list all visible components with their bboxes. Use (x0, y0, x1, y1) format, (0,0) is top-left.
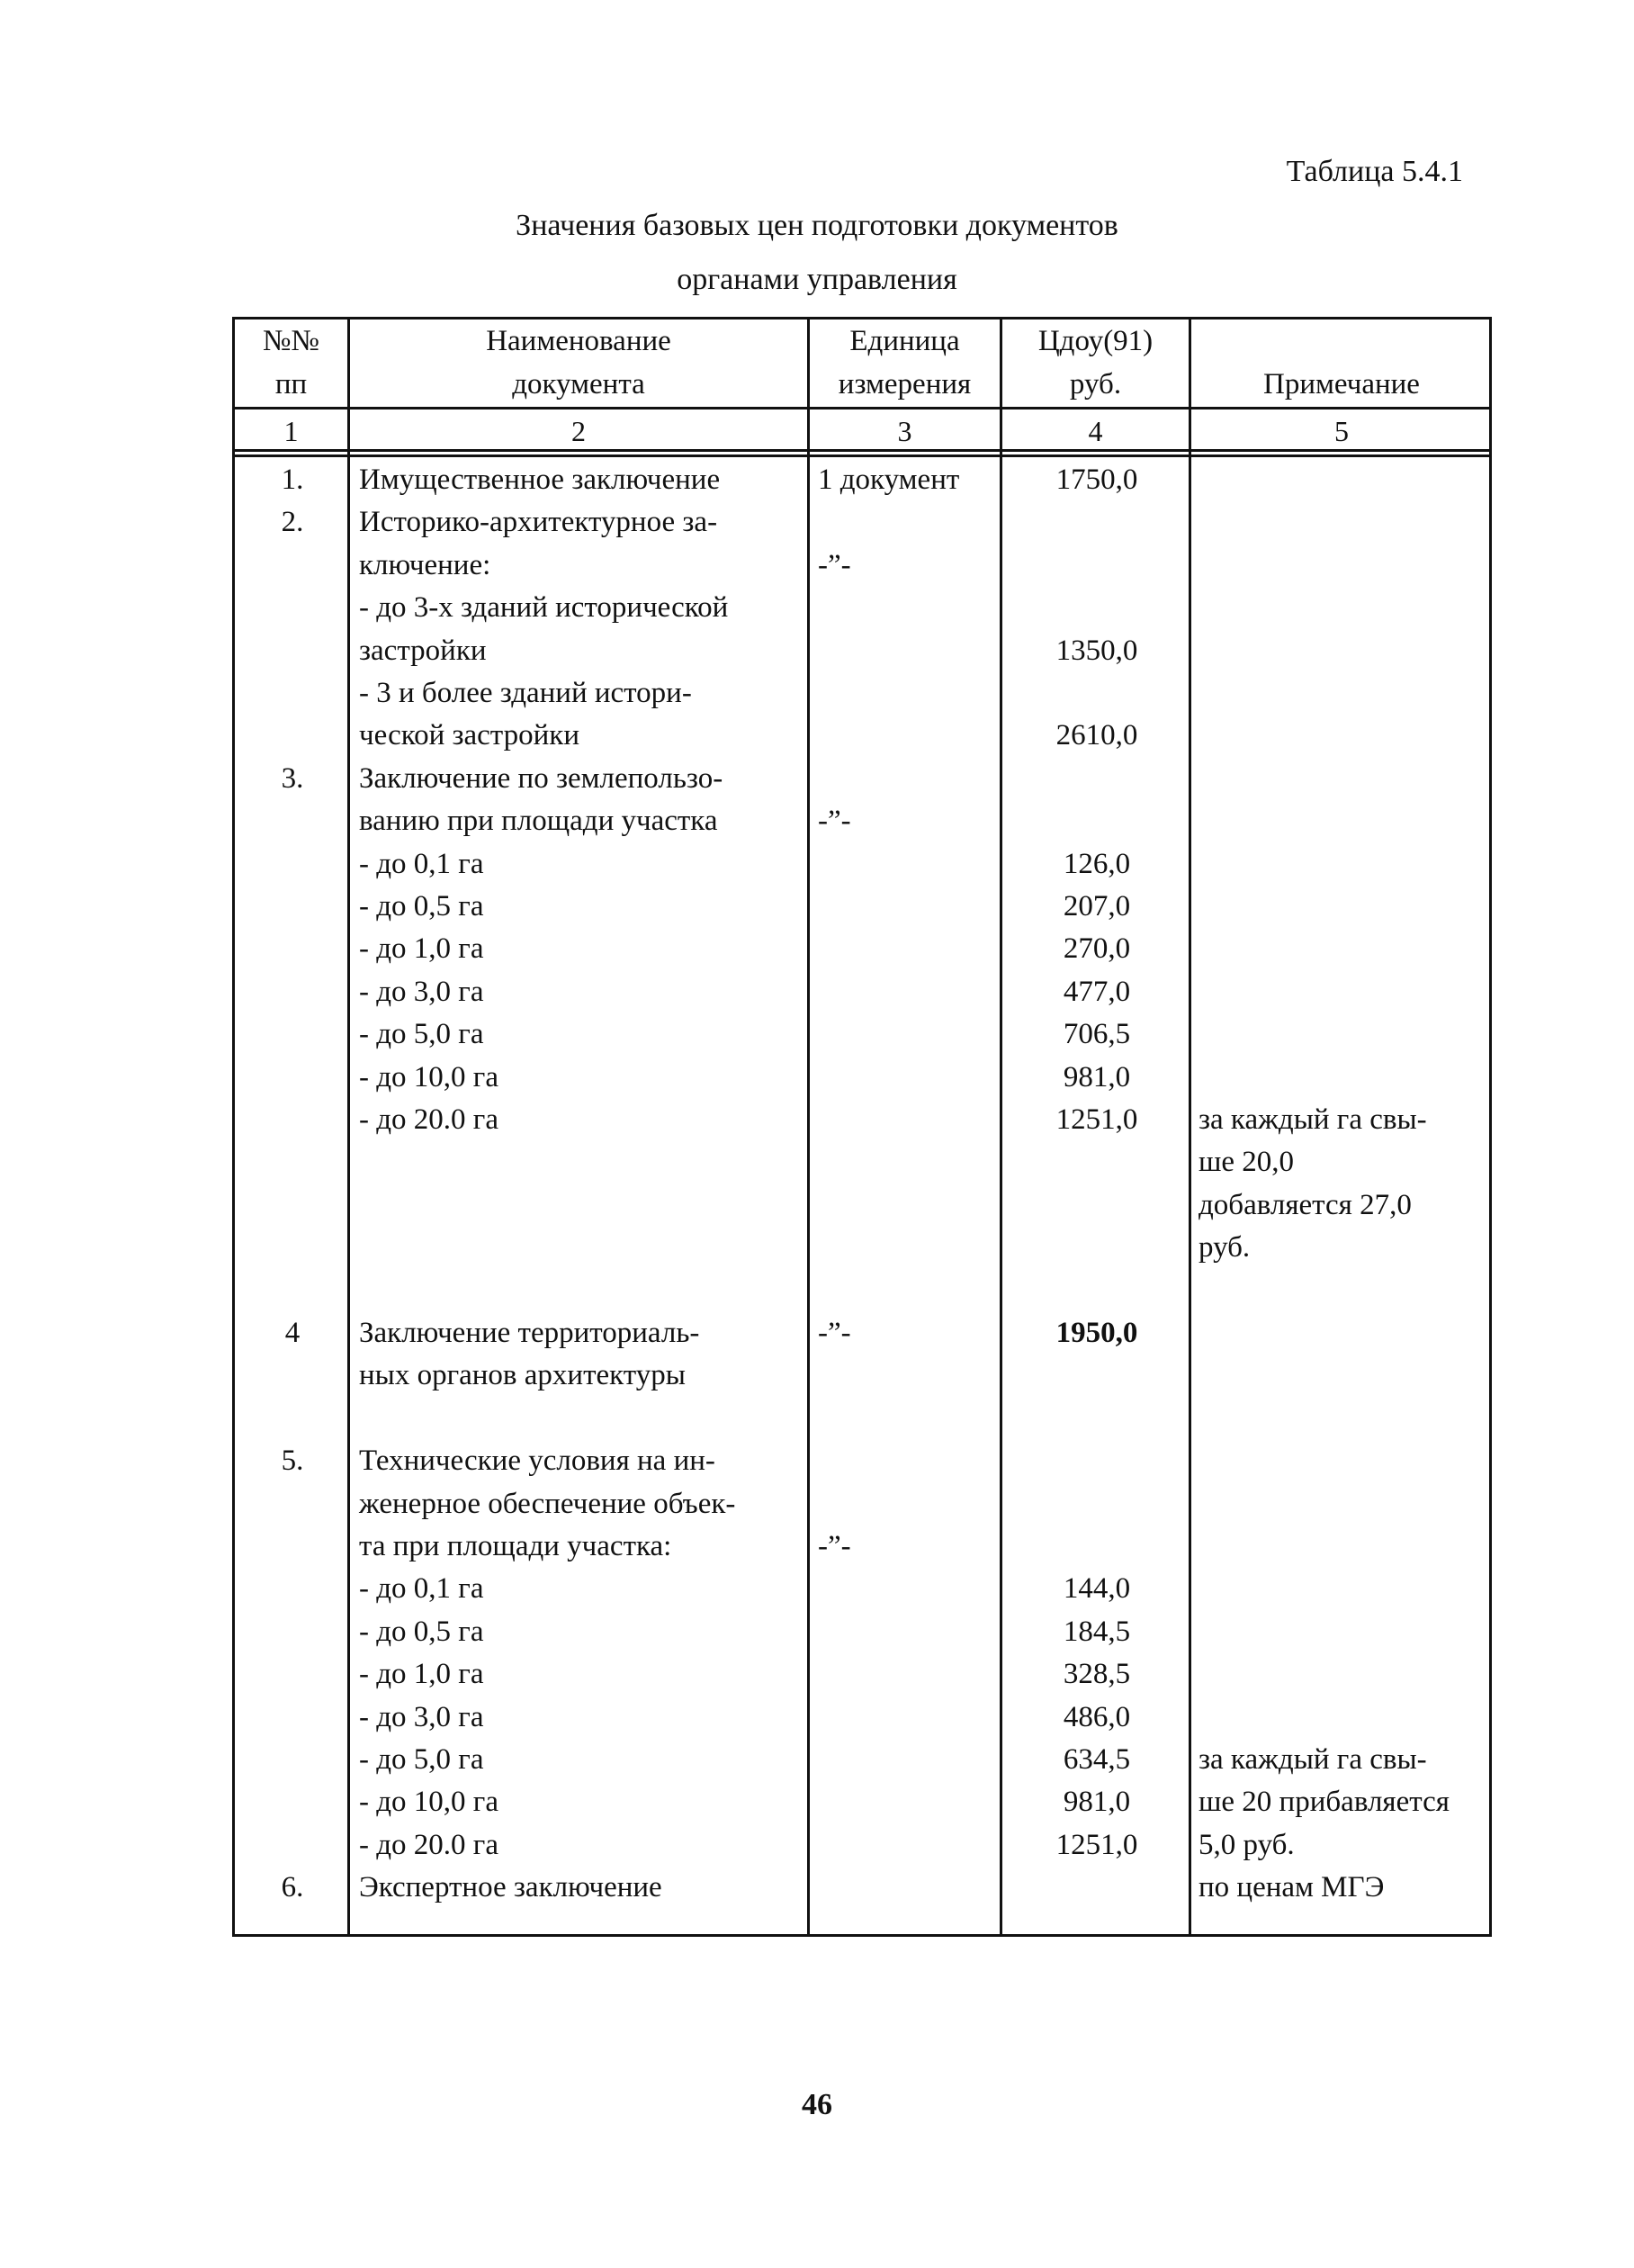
note: за каждый га свы- (1199, 1743, 1427, 1776)
header-col5: Примечание (1263, 368, 1420, 400)
unit-of-measure: -”- (818, 1317, 851, 1349)
col-divider-1 (347, 320, 350, 1934)
unit-of-measure: -”- (818, 548, 851, 581)
header-col4: Цдоу(91) руб. (1037, 325, 1154, 400)
note: добавляется 27,0 (1199, 1188, 1412, 1221)
base-price: 486,0 (1063, 1700, 1131, 1733)
document-name: - до 20.0 га (359, 1828, 498, 1861)
base-price: 1950,0 (1055, 1317, 1138, 1349)
header-col1: №№ пп (263, 325, 319, 400)
table-title-line-2: органами управления (677, 263, 957, 296)
base-price: 1251,0 (1055, 1828, 1138, 1861)
base-price: 126,0 (1063, 847, 1131, 880)
row-number: 6. (281, 1871, 304, 1904)
row-number: 4 (284, 1317, 301, 1349)
table-label: Таблица 5.4.1 (1286, 155, 1463, 188)
document-name: - до 1,0 га (359, 1658, 484, 1691)
header-col2: Наименование документа (486, 325, 671, 400)
note: ше 20 прибавляется (1199, 1786, 1450, 1819)
document-name: ключение: (359, 548, 491, 581)
document-name: Экспертное заключение (359, 1871, 662, 1904)
document-name: - до 10,0 га (359, 1060, 498, 1094)
document-name: - до 5,0 га (359, 1743, 484, 1776)
document-name: ванию при площади участка (359, 805, 718, 838)
document-name: - до 0,5 га (359, 1615, 484, 1648)
document-name: - до 3-х зданий исторической (359, 591, 729, 625)
unit-of-measure: 1 документ (818, 464, 960, 496)
document-name: - до 3,0 га (359, 975, 484, 1008)
document-name: - до 20.0 га (359, 1103, 498, 1136)
header-col3: Единица измерения (838, 325, 972, 400)
note: руб. (1199, 1231, 1251, 1264)
document-name: - до 0,5 га (359, 890, 484, 922)
base-price: 981,0 (1063, 1786, 1131, 1819)
document-name: женерное обеспечение объек- (359, 1487, 736, 1520)
base-price: 477,0 (1063, 975, 1131, 1008)
base-price: 144,0 (1063, 1572, 1131, 1606)
col-number-3: 3 (897, 415, 912, 447)
document-name: застройки (359, 634, 487, 667)
unit-of-measure: -”- (818, 1530, 851, 1562)
base-price: 634,5 (1063, 1743, 1131, 1776)
row-number: 1. (281, 464, 304, 496)
price-table (232, 317, 1492, 1937)
col-number-5: 5 (1334, 415, 1349, 447)
base-price: 184,5 (1063, 1615, 1131, 1648)
base-price: 706,5 (1063, 1018, 1131, 1051)
col-number-2: 2 (571, 415, 586, 447)
base-price: 981,0 (1063, 1060, 1131, 1094)
header-bottom-line (235, 407, 1489, 410)
document-name: та при площади участка: (359, 1530, 672, 1562)
base-price: 270,0 (1063, 932, 1131, 966)
note: 5,0 руб. (1199, 1828, 1295, 1861)
base-price: 1350,0 (1055, 634, 1138, 667)
base-price: 2610,0 (1055, 719, 1138, 752)
table-title-line-1: Значения базовых цен подготовки документов (516, 209, 1118, 242)
unit-of-measure: -”- (818, 805, 851, 838)
page-number: 46 (802, 2088, 832, 2121)
base-price: 1251,0 (1055, 1103, 1138, 1136)
note: ше 20,0 (1199, 1146, 1295, 1179)
row-number: 2. (281, 506, 304, 539)
base-price: 328,5 (1063, 1658, 1131, 1691)
colnum-bottom-line-2 (235, 454, 1489, 457)
document-name: ческой застройки (359, 719, 579, 752)
document-name: - до 0,1 га (359, 847, 484, 880)
col-number-1: 1 (283, 415, 299, 447)
document-name: Заключение по землепользо- (359, 761, 723, 795)
document-name: - до 5,0 га (359, 1018, 484, 1051)
document-name: - до 0,1 га (359, 1572, 484, 1606)
document-name: - до 1,0 га (359, 932, 484, 966)
row-number: 3. (281, 761, 304, 795)
document-name: - 3 и более зданий истори- (359, 677, 692, 709)
document-name: ных органов архитектуры (359, 1359, 686, 1392)
document-name: Заключение территориаль- (359, 1317, 700, 1349)
base-price: 1750,0 (1055, 464, 1138, 496)
row-number: 5. (281, 1444, 304, 1478)
col-number-4: 4 (1088, 415, 1103, 447)
note: по ценам МГЭ (1199, 1871, 1385, 1904)
base-price: 207,0 (1063, 890, 1131, 922)
document-name: - до 3,0 га (359, 1700, 484, 1733)
note: за каждый га свы- (1199, 1103, 1427, 1136)
document-name: Технические условия на ин- (359, 1444, 715, 1478)
document-name: Историко-архитектурное за- (359, 506, 718, 539)
document-name: Имущественное заключение (359, 464, 721, 496)
document-name: - до 10,0 га (359, 1786, 498, 1819)
